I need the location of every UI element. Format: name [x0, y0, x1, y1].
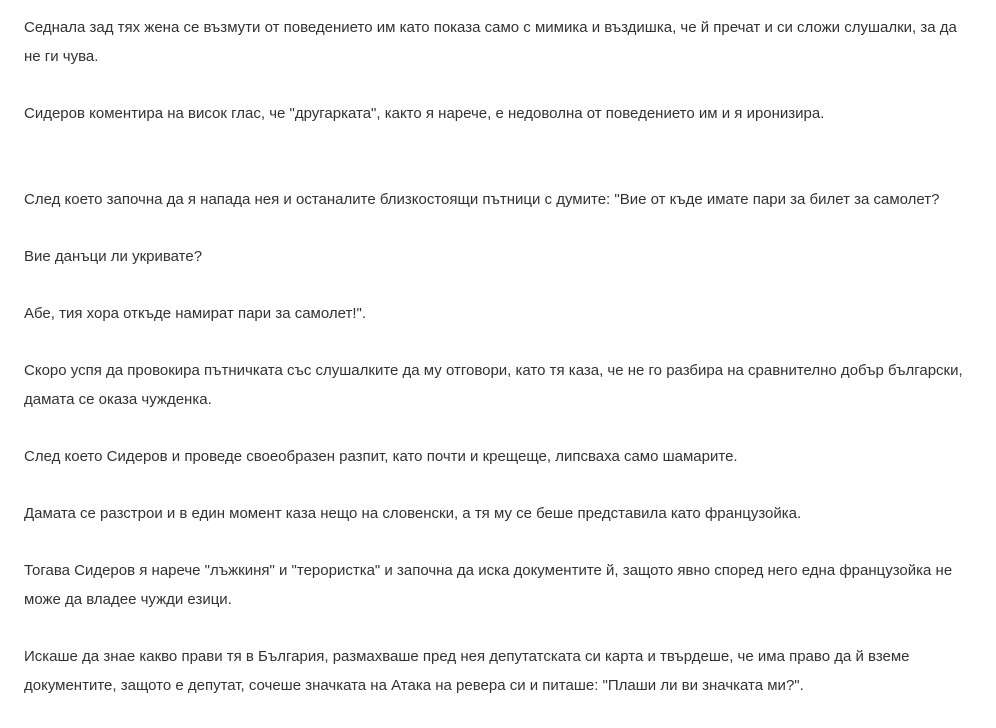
- article-paragraph: Искаше да знае какво прави тя в България, размахваше пред нея депутатската си карта и твърдеше, че има право да й вземе документите, защото е депутат, сочеше значката на Атака на ревера си и питаше: "Плаши ли ви значката ми?".: [24, 648, 910, 694]
- article-paragraph: Седнала зад тях жена се възмути от поведението им като показа само с мимика и въздишка, че й пречат и си сложи слушалки, за да не ги чува.: [24, 19, 957, 65]
- article-paragraph: Тогава Сидеров я нарече "лъжкиня" и "терористка" и започна да иска документите й, защото явно според него една французойка не може да владее чужди езици.: [24, 562, 953, 608]
- article-paragraph: Вие данъци ли укривате?: [24, 248, 203, 265]
- article-paragraph: След което започна да я напада нея и останалите близкостоящи пътници с думите: "Вие от къде имате пари за билет за самолет?: [24, 191, 940, 208]
- article-paragraph: Сидеров коментира на висок глас, че "другарката", както я нарече, е недоволна от поведението им и я иронизира.: [24, 105, 825, 122]
- article-paragraph: Скоро успя да провокира пътничката със слушалките да му отговори, като тя каза, че не го разбира на сравнително добър български, дамата се оказа чужденка.: [24, 362, 963, 408]
- article-paragraph: Дамата се разстрои и в един момент каза нещо на словенски, а тя му се беше представила като французойка.: [24, 505, 802, 522]
- article-body: [24, 13, 974, 728]
- article-paragraph: Абе, тия хора откъде намират пари за самолет!".: [24, 305, 366, 322]
- article-paragraph: След което Сидеров и проведе своеобразен разпит, като почти и крещеще, липсваха само шамарите.: [24, 448, 738, 465]
